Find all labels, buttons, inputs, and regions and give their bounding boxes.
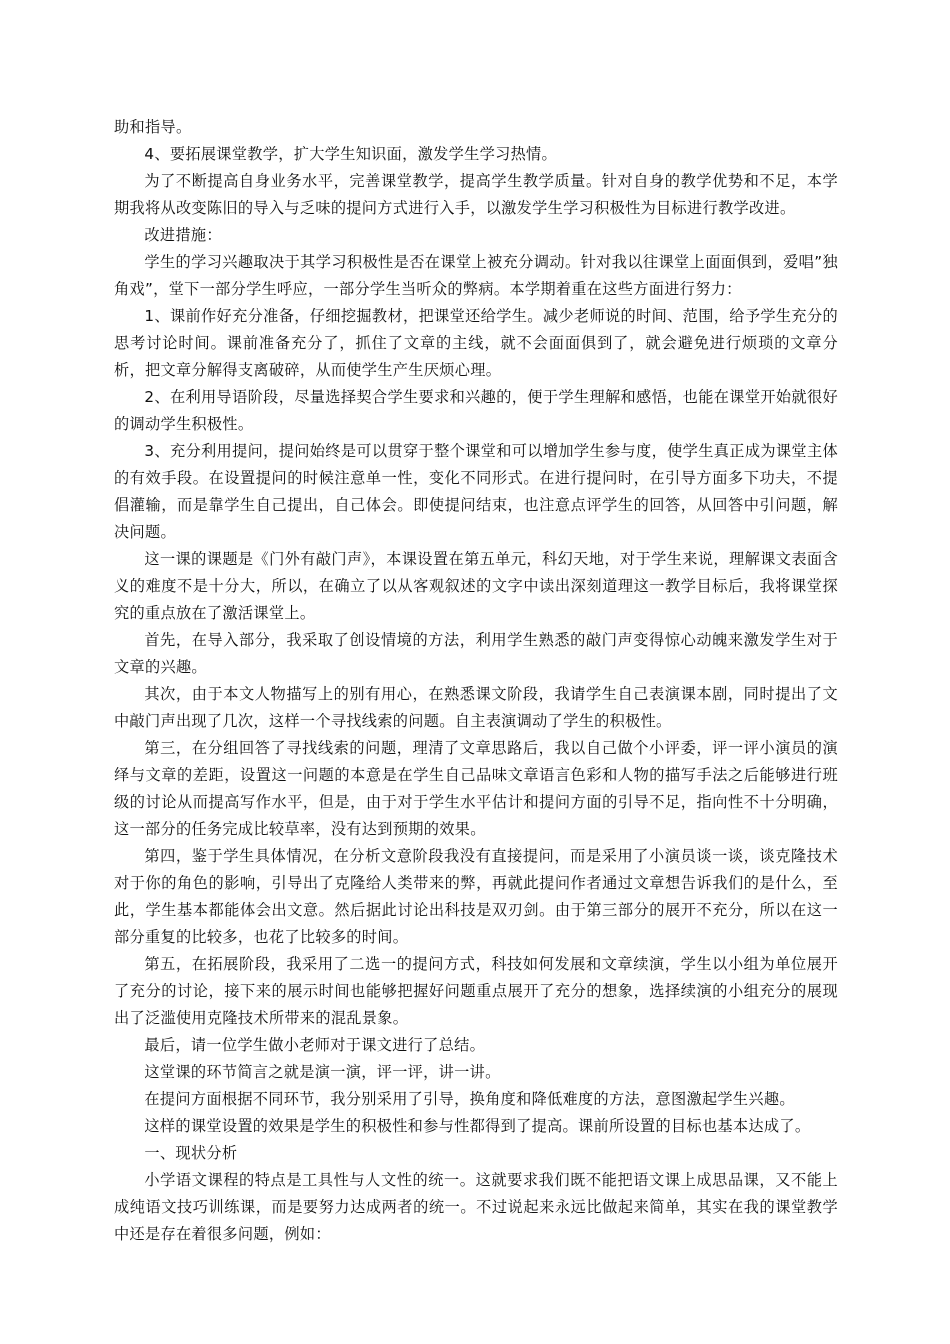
paragraph-16: 这堂课的环节简言之就是演一演，评一评，讲一讲。 xyxy=(144,1063,501,1081)
paragraph-18: 这样的课堂设置的效果是学生的积极性和参与性都得到了提高。课前所设置的目标也基本达成了。 xyxy=(144,1117,811,1135)
section-heading: 一、现状分析 xyxy=(144,1144,238,1162)
paragraph-10: 首先，在导入部分，我采取了创设情境的方法，利用学生熟悉的敲门声变得惊心动魄来激发学生对于文章的兴趣。 xyxy=(114,631,838,676)
paragraph-11: 其次，由于本文人物描写上的别有用心，在熟悉课文阶段，我请学生自己表演课本剧，同时提出了文中敲门声出现了几次，这样一个寻找线索的问题。自主表演调动了学生的积极性。 xyxy=(114,685,838,730)
paragraph-5: 学生的学习兴趣取决于其学习积极性是否在课堂上被充分调动。针对我以往课堂上面面俱到，爱唱”独角戏”，堂下一部分学生呼应，一部分学生当听众的弊病。本学期着重在这些方面进行努力： xyxy=(114,253,838,298)
paragraph-17: 在提问方面根据不同环节，我分别采用了引导，换角度和降低难度的方法，意图激起学生兴趣。 xyxy=(144,1090,795,1108)
paragraph-3: 为了不断提高自身业务水平，完善课堂教学，提高学生教学质量。针对自身的教学优势和不足，本学期我将从改变陈旧的导入与乏味的提问方式进行入手，以激发学生学习积极性为目标进行教学改进。 xyxy=(114,172,838,217)
paragraph-7: 2、在利用导语阶段，尽量选择契合学生要求和兴趣的，便于学生理解和感悟，也能在课堂开始就很好的调动学生积极性。 xyxy=(114,388,838,433)
paragraph-6: 1、课前作好充分准备，仔细挖掘教材，把课堂还给学生。减少老师说的时间、范围，给予学生充分的思考讨论时间。课前准备充分了，抓住了文章的主线，就不会面面俱到了，就会避免进行烦琐的文章分析，把文章分解得支离破碎，从而使学生产生厌烦心理。 xyxy=(114,307,838,379)
paragraph-1: 助和指导。 xyxy=(114,118,192,136)
paragraph-12: 第三，在分组回答了寻找线索的问题，理清了文章思路后，我以自己做个小评委，评一评小演员的演绎与文章的差距，设置这一问题的本意是在学生自己品味文章语言色彩和人物的描写手法之后能够进行班级的讨论从而提高写作水平，但是，由于对于学生水平估计和提问方面的引导不足，指向性不十分明确，这一部分的任务完成比较草率，没有达到预期的效果。 xyxy=(114,739,838,838)
paragraph-20: 小学语文课程的特点是工具性与人文性的统一。这就要求我们既不能把语文课上成思品课，又不能上成纯语文技巧训练课，而是要努力达成两者的统一。不过说起来永远比做起来简单，其实在我的课堂教学中还是存在着很多问题，例如： xyxy=(114,1171,838,1243)
paragraph-14: 第五，在拓展阶段，我采用了二选一的提问方式，科技如何发展和文章续演，学生以小组为单位展开了充分的讨论，接下来的展示时间也能够把握好问题重点展开了充分的想象，选择续演的小组充分的展现出了泛滥使用克隆技术所带来的混乱景象。 xyxy=(114,955,838,1027)
document-page xyxy=(114,114,838,1248)
paragraph-13: 第四，鉴于学生具体情况，在分析文意阶段我没有直接提问，而是采用了小演员谈一谈，谈克隆技术对于你的角色的影响，引导出了克隆给人类带来的弊，再就此提问作者通过文章想告诉我们的是什么，至此，学生基本都能体会出文意。然后据此讨论出科技是双刃剑。由于第三部分的展开不充分，所以在这一部分重复的比较多，也花了比较多的时间。 xyxy=(114,847,838,946)
paragraph-9: 这一课的课题是《门外有敲门声》，本课设置在第五单元，科幻天地，对于学生来说，理解课文表面含义的难度不是十分大，所以，在确立了以从客观叙述的文字中读出深刻道理这一教学目标后，我将课堂探究的重点放在了激活课堂上。 xyxy=(114,550,838,622)
paragraph-2: 4、要拓展课堂教学，扩大学生知识面，激发学生学习热情。 xyxy=(144,145,558,163)
paragraph-15: 最后，请一位学生做小老师对于课文进行了总结。 xyxy=(144,1036,486,1054)
paragraph-8: 3、充分利用提问，提问始终是可以贯穿于整个课堂和可以增加学生参与度，使学生真正成为课堂主体的有效手段。在设置提问的时候注意单一性，变化不同形式。在进行提问时，在引导方面多下功夫，不提倡灌输，而是靠学生自己提出，自己体会。即使提问结束，也注意点评学生的回答，从回答中引问题，解决问题。 xyxy=(114,442,838,541)
paragraph-4: 改进措施： xyxy=(144,226,222,244)
